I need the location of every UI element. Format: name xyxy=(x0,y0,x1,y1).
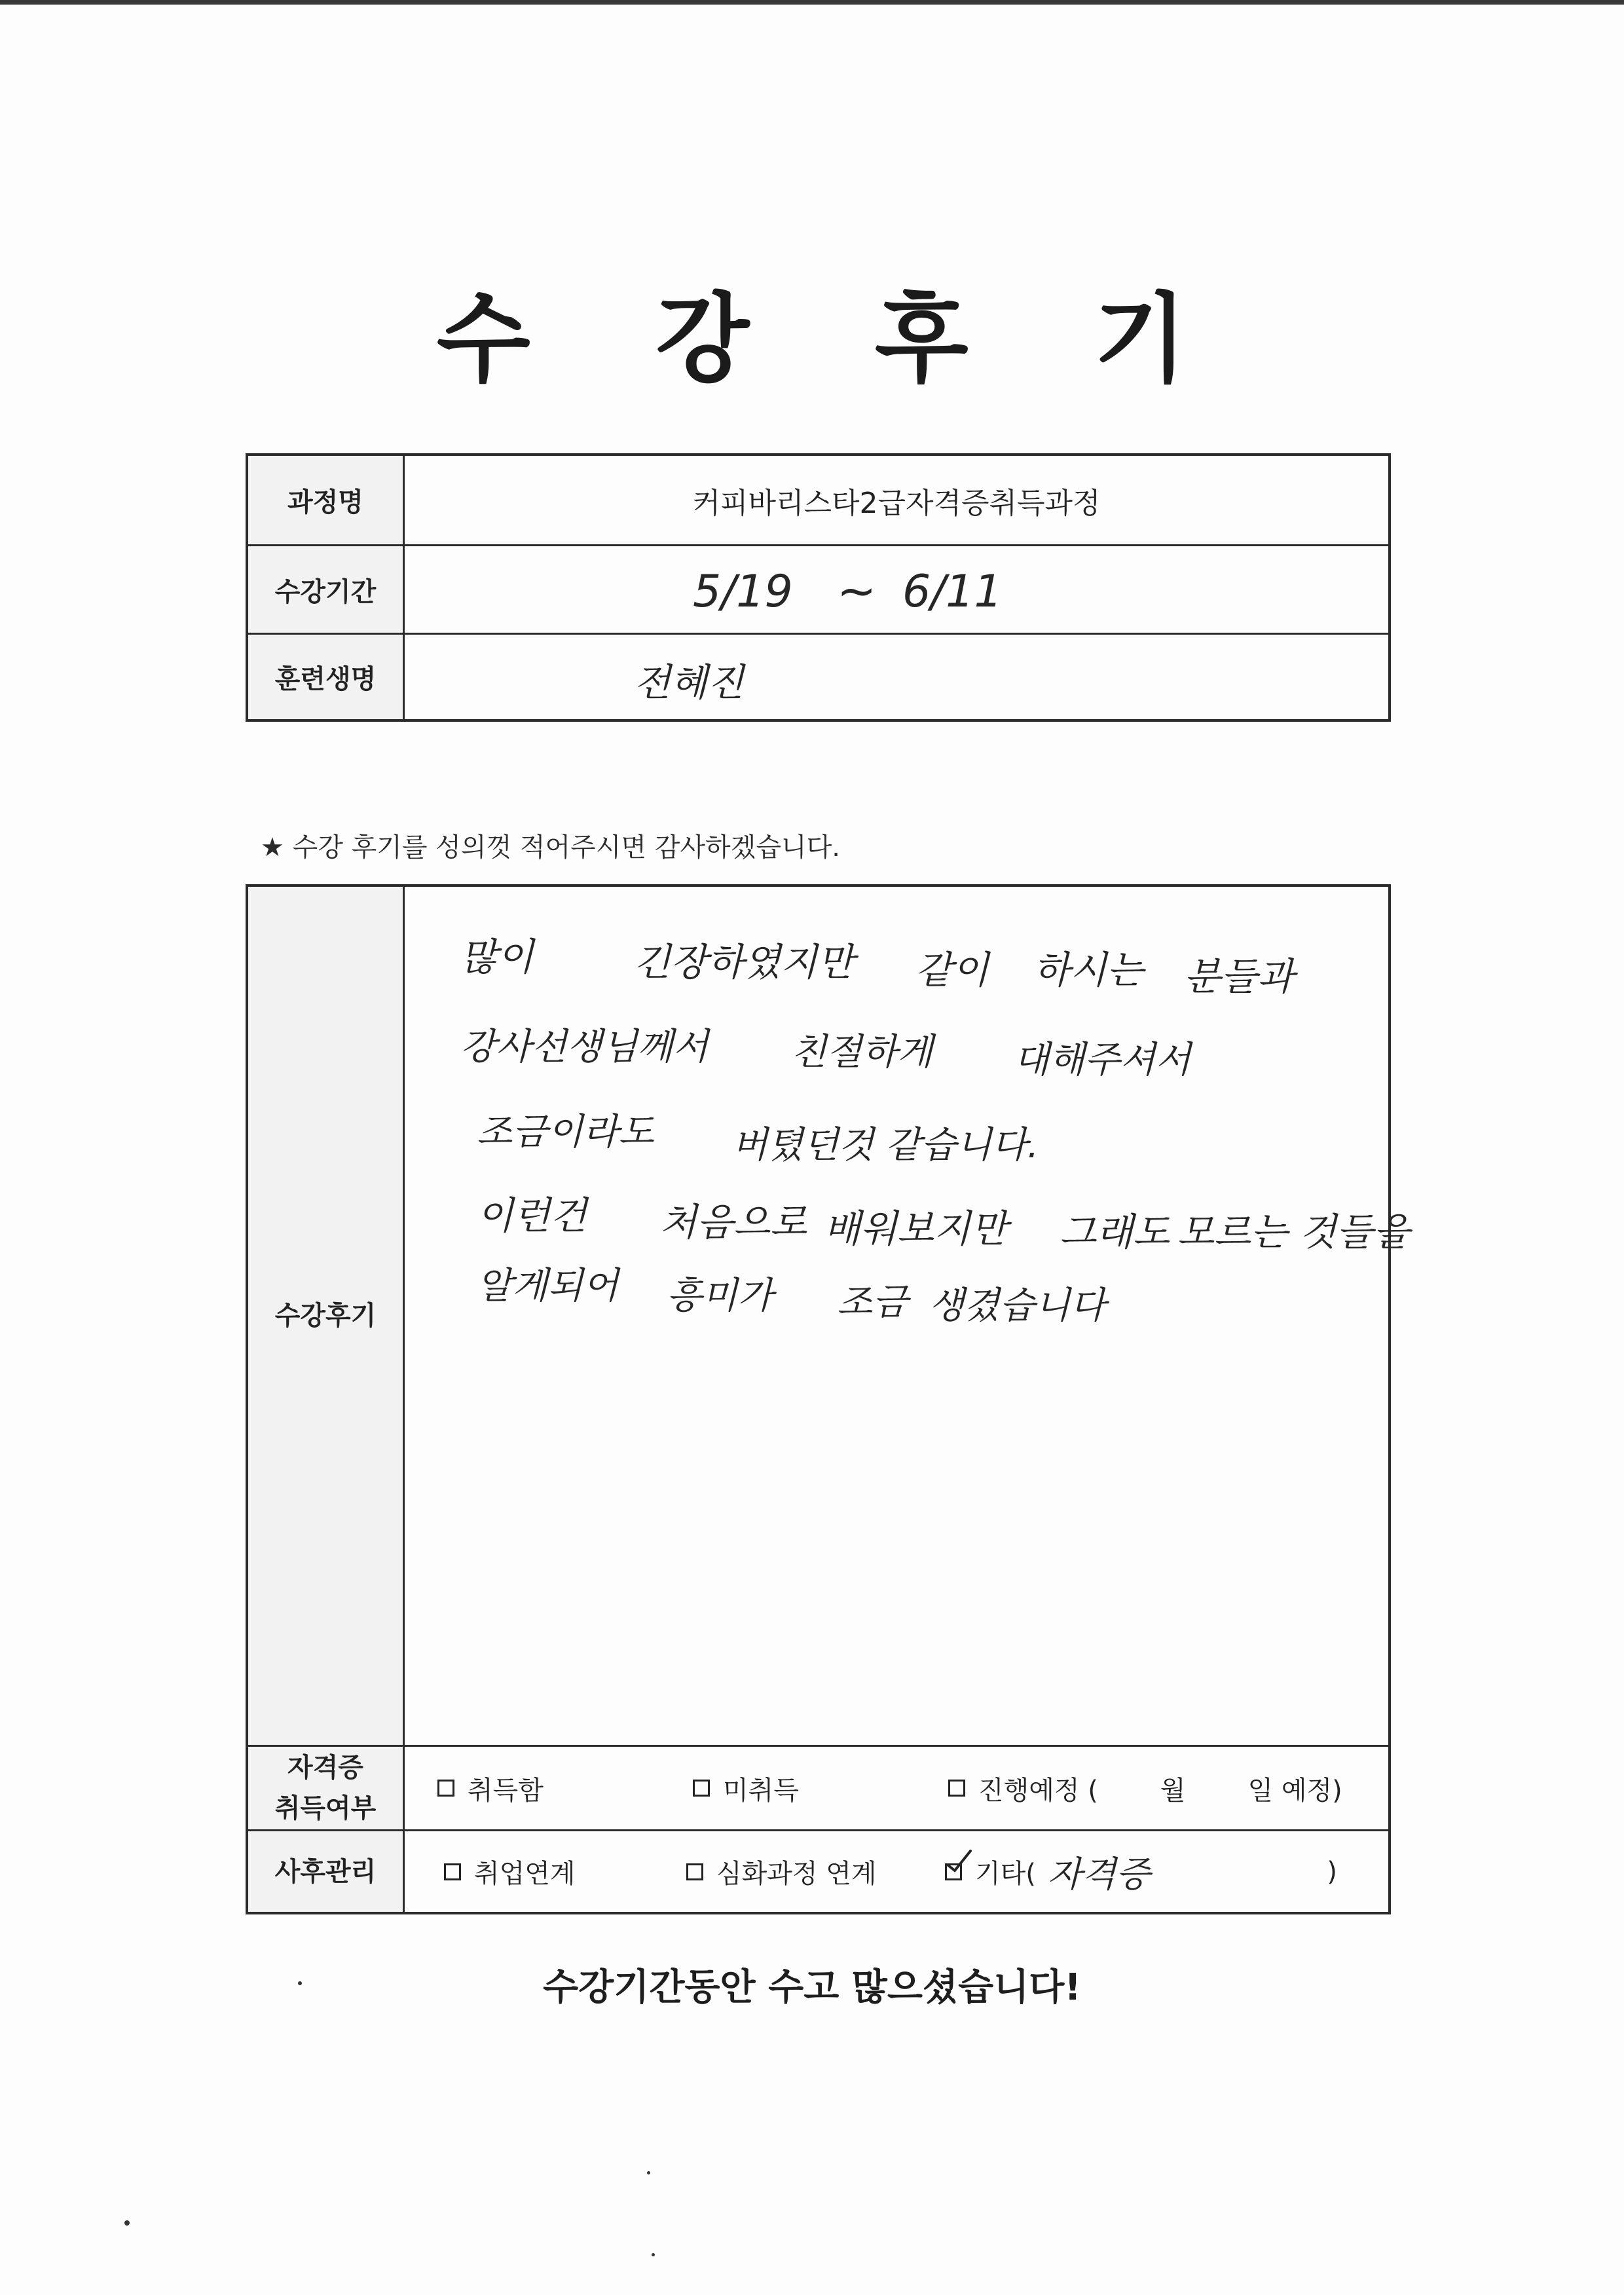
review-table xyxy=(246,884,1410,1914)
review-word: 많이 xyxy=(460,935,534,979)
option-employment[interactable] xyxy=(444,1831,576,1912)
info-table xyxy=(246,453,1391,722)
review-word: 생겼습니다 xyxy=(929,1284,1106,1327)
checkbox-in-progress[interactable] xyxy=(948,1780,965,1797)
option-in-progress-label: 진행예정 ( xyxy=(978,1775,1098,1806)
check-mark-icon xyxy=(946,1848,972,1875)
review-word: 처음으로 xyxy=(660,1200,807,1244)
option-not-acquired[interactable] xyxy=(693,1747,799,1829)
option-acquired[interactable] xyxy=(437,1747,544,1829)
closing-message: 수강기간동안 수고 많으셨습니다! xyxy=(543,1966,1081,2009)
trainee-name: 전혜진 xyxy=(634,660,745,705)
course-row xyxy=(248,456,1388,546)
review-row xyxy=(248,887,1410,1747)
review-word: 알게되어 xyxy=(477,1265,619,1307)
checkbox-advanced-course[interactable] xyxy=(686,1863,703,1880)
review-word: 모르는 것들을 xyxy=(1177,1210,1410,1254)
review-word: 조금 xyxy=(837,1281,908,1324)
aftercare-label xyxy=(248,1831,405,1912)
option-other-close: ) xyxy=(1327,1856,1337,1887)
review-word: 그래도 xyxy=(1060,1210,1170,1254)
option-in-progress[interactable] xyxy=(948,1747,1342,1829)
course-label: 과정명 xyxy=(248,456,405,544)
course-value-cell xyxy=(405,456,1388,544)
option-advanced-course-label: 심화과정 연계 xyxy=(716,1859,877,1889)
checkbox-not-acquired[interactable] xyxy=(693,1780,710,1797)
page-title: 수 강 후 기 xyxy=(436,282,1234,396)
certificate-row xyxy=(248,1747,1388,1831)
scan-speck xyxy=(298,1981,302,1985)
review-text-area xyxy=(405,887,1410,1745)
instruction-note: ★ 수강 후기를 성의껏 적어주시면 감사하겠습니다. xyxy=(261,832,840,863)
scan-top-edge xyxy=(0,0,1624,5)
course-name: 커피바리스타2급자격증취득과정 xyxy=(692,486,1101,520)
review-word: 하시는 xyxy=(1033,948,1144,992)
period-value-cell xyxy=(405,546,1388,633)
checkbox-acquired[interactable] xyxy=(437,1780,454,1797)
certificate-label xyxy=(248,1747,405,1829)
review-word: 같이 xyxy=(915,948,989,992)
review-word: 친절하게 xyxy=(791,1031,933,1073)
option-employment-label: 취업연계 xyxy=(474,1859,576,1889)
option-other-label: 기타( xyxy=(975,1859,1036,1889)
scan-speck xyxy=(652,2253,655,2256)
trainee-label: 훈련생명 xyxy=(248,635,405,719)
period-end: 6/11 xyxy=(902,566,1003,618)
option-other-written: 자격증 xyxy=(1047,1854,1151,1895)
review-word: 대해주셔서 xyxy=(1014,1039,1191,1081)
review-word: 강사선생님께서 xyxy=(460,1026,709,1068)
option-acquired-label: 취득함 xyxy=(468,1775,544,1806)
checkbox-employment[interactable] xyxy=(444,1863,461,1880)
review-word: 버텼던것 같습니다. xyxy=(732,1124,1039,1166)
option-other[interactable] xyxy=(945,1831,1337,1912)
period-row xyxy=(248,546,1388,635)
aftercare-options xyxy=(405,1831,1388,1912)
aftercare-label-text: 사후관리 xyxy=(274,1856,377,1887)
trainee-row xyxy=(248,635,1388,719)
review-label xyxy=(248,887,405,1745)
option-in-progress-month: 월 xyxy=(1160,1775,1186,1806)
certificate-label-line2: 취득여부 xyxy=(274,1793,377,1823)
certificate-label-line1: 자격증 xyxy=(287,1753,363,1783)
checkbox-other[interactable] xyxy=(945,1863,962,1880)
scan-speck xyxy=(124,2220,130,2226)
review-word: 긴장하였지만 xyxy=(634,940,855,984)
period-start: 5/19 xyxy=(693,566,793,618)
review-word: 배워보지만 xyxy=(824,1206,1008,1251)
review-word: 이런건 xyxy=(477,1193,587,1238)
scan-speck xyxy=(647,2171,650,2174)
certificate-options xyxy=(405,1747,1388,1829)
trainee-value-cell xyxy=(405,635,1388,719)
review-label-text: 수강후기 xyxy=(274,1301,377,1331)
period-separator: ~ xyxy=(837,563,877,618)
review-word: 분들과 xyxy=(1184,954,1295,999)
option-in-progress-day: 일 예정) xyxy=(1247,1775,1342,1806)
option-advanced-course[interactable] xyxy=(686,1831,877,1912)
review-word: 조금이라도 xyxy=(477,1111,654,1153)
option-not-acquired-label: 미취득 xyxy=(723,1775,799,1806)
period-label: 수강기간 xyxy=(248,546,405,633)
aftercare-row xyxy=(248,1831,1388,1912)
review-word: 흥미가 xyxy=(667,1275,773,1317)
